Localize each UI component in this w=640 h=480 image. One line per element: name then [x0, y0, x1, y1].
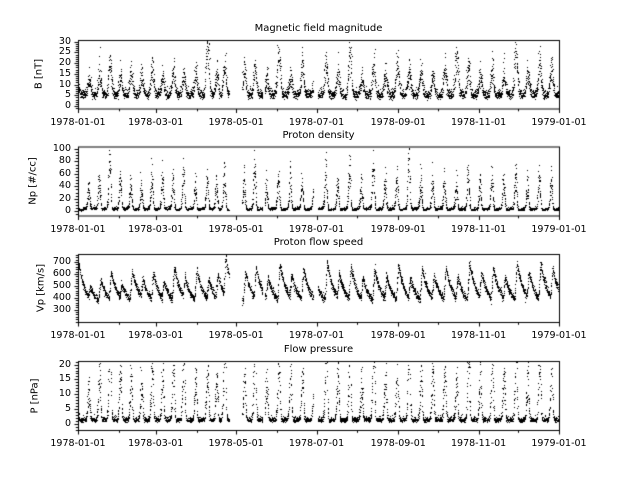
y-tick-label: 15 — [58, 373, 71, 385]
panel-1-title: Magnetic field magnitude — [254, 23, 383, 34]
y-tick-label: 0 — [64, 418, 71, 430]
y-tick-label: 500 — [52, 279, 71, 291]
panel-2-ylabel: Np [#/cc] — [27, 157, 39, 205]
x-tick-label: 1978-03-01 — [128, 116, 184, 128]
y-tick-label: 20 — [58, 358, 71, 370]
y-tick-label: 5 — [64, 403, 71, 415]
x-tick-label: 1979-01-01 — [531, 223, 587, 235]
x-tick-label: 1978-11-01 — [451, 223, 507, 235]
panel-2-title: Proton density — [282, 129, 355, 141]
y-tick-label: 20 — [58, 192, 71, 204]
panel-3-ylabel: Vp [km/s] — [35, 263, 47, 313]
x-tick-label: 1978-09-01 — [370, 223, 426, 235]
x-tick-label: 1978-01-01 — [50, 330, 106, 341]
x-tick-label: 1978-03-01 — [128, 330, 184, 341]
x-tick-label: 1978-05-01 — [208, 223, 264, 235]
x-tick-label: 1978-03-01 — [128, 223, 184, 235]
x-tick-label: 1978-01-01 — [50, 116, 106, 128]
panel-4-ylabel: P [nPa] — [29, 377, 41, 414]
y-tick-label: 30 — [58, 35, 71, 47]
y-tick-label: 25 — [58, 46, 71, 58]
x-tick-label: 1978-07-01 — [288, 223, 345, 235]
x-tick-label: 1978-05-01 — [208, 330, 264, 341]
x-tick-label: 1979-01-01 — [531, 438, 587, 449]
x-tick-label: 1979-01-01 — [531, 330, 587, 341]
x-tick-label: 1979-01-01 — [531, 116, 587, 128]
x-tick-label: 1978-11-01 — [451, 330, 507, 341]
y-tick-label: 80 — [58, 155, 71, 167]
panel-3-title: Proton flow speed — [273, 237, 364, 248]
x-tick-label: 1978-03-01 — [128, 438, 184, 449]
x-tick-label: 1978-11-01 — [451, 438, 507, 449]
x-tick-label: 1978-07-01 — [288, 330, 345, 341]
y-tick-label: 700 — [52, 256, 71, 268]
x-tick-label: 1978-11-01 — [451, 116, 507, 128]
x-tick-label: 1978-01-01 — [50, 438, 106, 449]
y-tick-label: 400 — [52, 291, 71, 303]
y-tick-label: 0 — [64, 205, 71, 217]
y-tick-label: 0 — [64, 99, 71, 111]
x-tick-label: 1978-07-01 — [288, 438, 345, 449]
y-tick-label: 5 — [64, 89, 71, 101]
x-tick-label: 1978-05-01 — [208, 116, 264, 128]
x-tick-label: 1978-09-01 — [370, 438, 426, 449]
panel-1-ylabel: B [nT] — [33, 59, 45, 90]
y-tick-label: 40 — [58, 180, 71, 192]
x-tick-label: 1978-09-01 — [370, 116, 426, 128]
y-tick-label: 300 — [52, 303, 71, 315]
y-tick-label: 15 — [58, 67, 71, 79]
y-tick-label: 20 — [58, 57, 71, 69]
x-tick-label: 1978-01-01 — [50, 223, 106, 235]
y-tick-label: 100 — [52, 142, 71, 154]
y-tick-label: 60 — [58, 167, 71, 179]
x-tick-label: 1978-05-01 — [208, 438, 264, 449]
y-tick-label: 10 — [58, 388, 71, 400]
y-tick-label: 600 — [52, 267, 71, 279]
panel-4-title: Flow pressure — [283, 344, 354, 355]
y-tick-label: 10 — [58, 78, 71, 90]
x-tick-label: 1978-07-01 — [288, 116, 345, 128]
x-tick-label: 1978-09-01 — [370, 330, 426, 341]
